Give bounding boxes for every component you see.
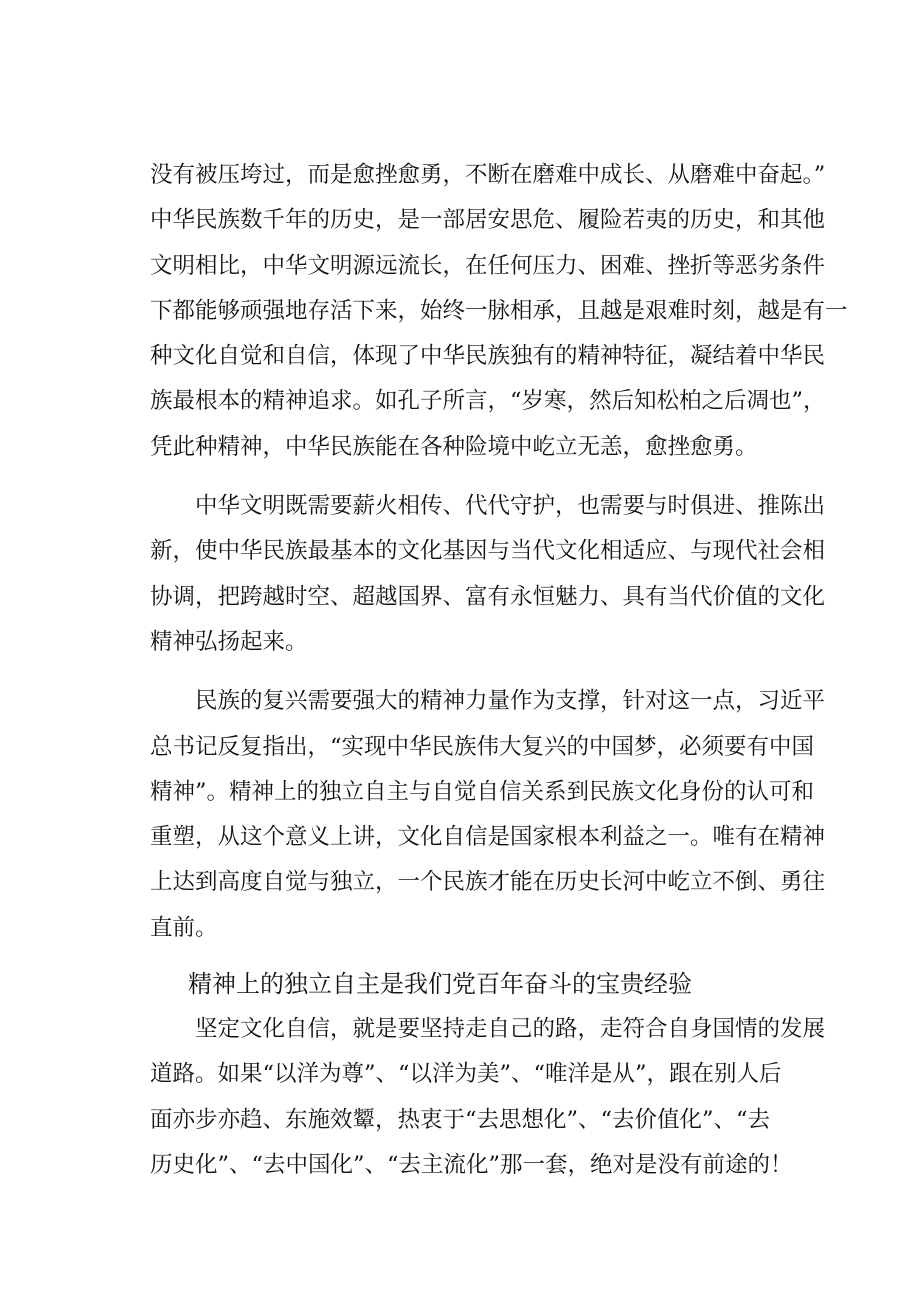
text-line: 下都能够顽强地存活下来，始终一脉相承，且越是艰难时刻，越是有一 [150, 297, 848, 324]
text-line: 精神弘扬起来。 [150, 628, 308, 655]
text-line: 坚定文化自信，就是要坚持走自己的路，走符合自身国情的发展 [195, 1016, 826, 1043]
paragraph-3 [150, 679, 826, 951]
text-line: 直前。 [150, 914, 218, 941]
text-line: 没有被压垮过，而是愈挫愈勇，不断在磨难中成长、从磨难中奋起。” [150, 162, 826, 188]
text-line: 族最根本的精神追求。如孔子所言，“岁寒，然后知松柏之后凋也”， [150, 388, 826, 415]
text-line: 总书记反复指出，“实现中华民族伟大复兴的中国梦，必须要有中国 [150, 733, 815, 760]
text-line: 道路。如果“以洋为尊”、“以洋为美”、“唯洋是从”，跟在别人后 [150, 1061, 782, 1088]
paragraph-1 [150, 153, 848, 470]
text-line: 新，使中华民族最基本的文化基因与当代文化相适应、与现代社会相 [150, 538, 826, 565]
text-line: 中华文明既需要薪火相传、代代守护，也需要与时俱进、推陈出 [195, 493, 826, 520]
text-line: 上达到高度自觉与独立，一个民族才能在历史长河中屹立不倒、勇往 [150, 869, 826, 896]
paragraph-2 [150, 484, 826, 665]
text-line: 历史化”、“去中国化”、“去主流化”那一套，绝对是没有前途的！ [150, 1151, 793, 1178]
article-body [150, 153, 848, 1202]
text-line: 凭此种精神，中华民族能在各种险境中屹立无恙，愈挫愈勇。 [150, 433, 758, 460]
text-line: 协调，把跨越时空、超越国界、富有永恒魅力、具有当代价值的文化 [150, 583, 826, 610]
text-line: 重塑，从这个意义上讲，文化自信是国家根本利益之一。唯有在精神 [150, 824, 826, 851]
text-line: 民族的复兴需要强大的精神力量作为支撑，针对这一点，习近平 [195, 688, 826, 715]
paragraph-4 [150, 1007, 826, 1188]
text-line: 中华民族数千年的历史，是一部居安思危、履险若夷的历史，和其他 [150, 207, 826, 234]
section-heading: 精神上的独立自主是我们党百年奋斗的宝贵经验 [188, 970, 692, 999]
text-line: 文明相比，中华文明源远流长，在任何压力、困难、挫折等恶劣条件 [150, 252, 826, 279]
text-line: 面亦步亦趋、东施效颦，热衷于“去思想化”、“去价值化”、“去 [150, 1106, 771, 1133]
text-line: 精神”。精神上的独立自主与自觉自信关系到民族文化身份的认可和 [150, 778, 815, 805]
text-line: 种文化自觉和自信，体现了中华民族独有的精神特征，凝结着中华民 [150, 343, 826, 370]
